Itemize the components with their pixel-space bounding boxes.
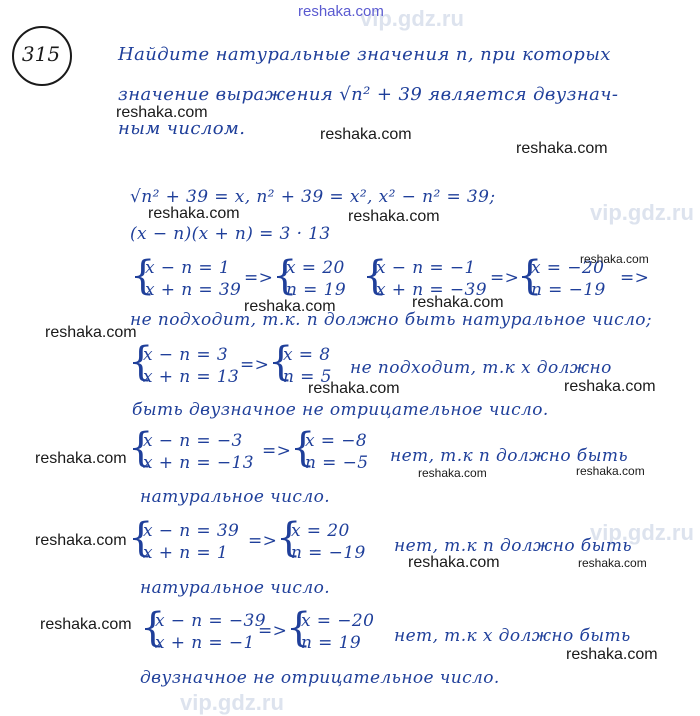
sys4-arrow: => [248, 531, 278, 551]
sys4-note: нет, т.к n должно быть [394, 536, 633, 556]
sys4-bottom: x + n = 1 [143, 543, 229, 563]
sys5-note: нет, т.к x должно быть [394, 626, 631, 646]
watermark: reshaka.com [576, 464, 645, 478]
ghost-watermark: vip.gdz.ru [590, 520, 694, 545]
system-brace: { [286, 605, 312, 651]
sys2-note: не подходит, т.к x должно [350, 358, 612, 378]
sys1b-tail-arrow: => [620, 268, 650, 288]
system-brace: { [517, 253, 543, 299]
sys1b-top: x − n = −1 [376, 258, 476, 278]
sys5-result-top: x = −20 [301, 611, 375, 631]
sys1a-result-top: x = 20 [286, 258, 345, 278]
ghost-watermark: vip.gdz.ru [180, 690, 284, 715]
problem-number: 315 [21, 42, 61, 66]
watermark: reshaka.com [40, 616, 132, 633]
sys2-result-top: x = 8 [283, 345, 331, 365]
watermark: reshaka.com [408, 554, 500, 571]
sys4-result-top: x = 20 [291, 521, 350, 541]
sys1a-result-bottom: n = 19 [286, 280, 347, 300]
watermark: reshaka.com [516, 140, 608, 157]
sys2-bottom: x + n = 13 [143, 367, 240, 387]
sys3-result-bottom: n = −5 [305, 453, 369, 473]
watermark: reshaka.com [244, 298, 336, 315]
sys2-top: x − n = 3 [143, 345, 229, 365]
statement-line-3: ным числом. [118, 118, 246, 139]
watermark: reshaka.com [412, 294, 504, 311]
watermark: reshaka.com [116, 104, 208, 121]
watermark: reshaka.com [320, 126, 412, 143]
watermark: reshaka.com [308, 380, 400, 397]
sys2-arrow: => [240, 355, 270, 375]
note-3: натуральное число. [140, 487, 331, 507]
watermark: reshaka.com [564, 378, 656, 395]
watermark: reshaka.com [578, 556, 647, 570]
ghost-watermark: vip.gdz.ru [590, 200, 694, 225]
sys3-arrow: => [262, 441, 292, 461]
sys2-result-bottom: n = 5 [283, 367, 332, 387]
system-brace: { [128, 425, 154, 471]
sys1a-arrow: => [244, 268, 274, 288]
system-brace: { [290, 425, 316, 471]
ghost-watermark: vip.gdz.ru [360, 6, 464, 31]
sys3-note: нет, т.к n должно быть [390, 446, 629, 466]
sys4-result-bottom: n = −19 [291, 543, 366, 563]
equation-1: √n² + 39 = x, n² + 39 = x², x² − n² = 39; [130, 187, 496, 207]
sys5-result-bottom: n = 19 [301, 633, 362, 653]
watermark: reshaka.com [418, 466, 487, 480]
sys3-top: x − n = −3 [143, 431, 243, 451]
sys4-top: x − n = 39 [143, 521, 240, 541]
sys1b-arrow: => [490, 268, 520, 288]
system-brace: { [140, 605, 166, 651]
sys1a-top: x − n = 1 [145, 258, 231, 278]
watermark: reshaka.com [35, 532, 127, 549]
sys1b-result-top: x = −20 [531, 258, 605, 278]
note-1: не подходит, т.к. n должно быть натуральное число; [130, 310, 653, 330]
system-brace: { [276, 515, 302, 561]
watermark: reshaka.com [148, 205, 240, 222]
note-5: двузначное не отрицательное число. [140, 668, 500, 688]
note-2: быть двузначное не отрицательное число. [132, 400, 549, 420]
watermark: reshaka.com [45, 324, 137, 341]
sys5-top: x − n = −39 [155, 611, 266, 631]
system-brace: { [268, 339, 294, 385]
sys3-result-top: x = −8 [305, 431, 368, 451]
sys1a-bottom: x + n = 39 [145, 280, 242, 300]
statement-line-2: значение выражения √n² + 39 является двузнач- [118, 84, 619, 105]
system-brace: { [130, 253, 156, 299]
system-brace: { [362, 253, 388, 299]
sys3-bottom: x + n = −13 [143, 453, 254, 473]
system-brace: { [128, 515, 154, 561]
system-brace: { [272, 253, 298, 299]
watermark: reshaka.com [580, 252, 649, 266]
watermark: reshaka.com [348, 208, 440, 225]
sys5-bottom: x + n = −1 [155, 633, 255, 653]
watermark: reshaka.com [566, 646, 658, 663]
statement-line-1: Найдите натуральные значения n, при которых [118, 44, 611, 65]
site-header: reshaka.com [298, 3, 384, 20]
sys1b-bottom: x + n = −39 [376, 280, 487, 300]
sys1b-result-bottom: n = −19 [531, 280, 606, 300]
equation-2: (x − n)(x + n) = 3 · 13 [130, 224, 331, 244]
note-4: натуральное число. [140, 578, 331, 598]
system-brace: { [128, 339, 154, 385]
watermark: reshaka.com [35, 450, 127, 467]
sys5-arrow: => [258, 621, 288, 641]
